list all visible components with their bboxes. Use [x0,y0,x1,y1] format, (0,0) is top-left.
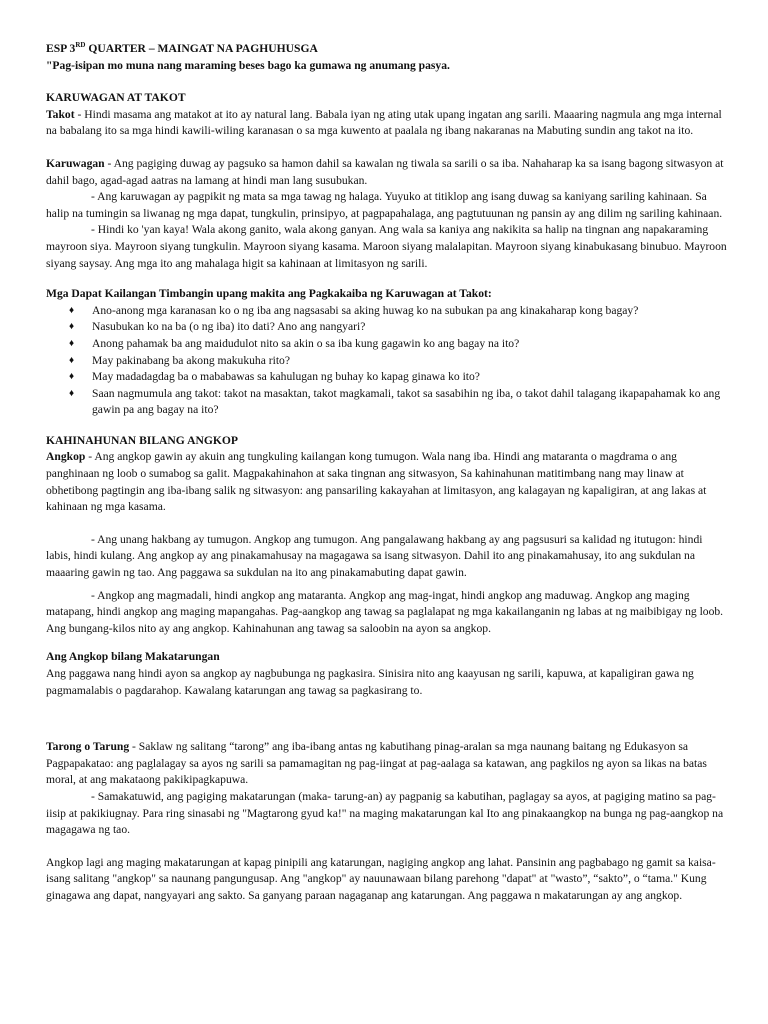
takot-text: - Hindi masama ang matakot at ito ay natural lang. Babala iyan ng ating utak upang ingatan ang sarili. Maaaring nagmula ang mga internal na babalang ito sa mga hindi kawili-wiling karanasan o sa mga kuwento at paalala ng ibang nakaranas na Mabuting sundin ang takot na ito. [46,107,722,138]
karuwagan-text: - Ang pagiging duwag ay pagsuko sa hamon dahil sa kawalan ng tiwala sa sarili o sa iba. Nahaharap ka sa isang bagong sitwasyon at dahil bago, agad-agad aatras na lamang at hindi man lang susubukan. [46,156,724,187]
tarong-paragraph-2: - Samakatuwid, ang pagiging makatarungan (maka- tarung-an) ay pagpanig sa kabutihan, paglagay sa ayos, at pagiging matino sa pag-iisip at pakikiugnay. Para ring sinasabi ng "Magtarong gyud ka!" na maging makatarungan kal Ito ang pinakaangkop na bunga ng pag-aangkop na magagawa ng tao. [46,789,724,837]
timbangin-list [46,303,730,419]
diamond-bullet-icon: ♦ [69,337,75,349]
document-body [46,41,730,905]
list-item: ♦ May pakinabang ba akong makukuha rito? [46,353,730,370]
title-prefix: ESP 3 [46,42,76,55]
karuwagan-definition [46,156,730,189]
section-heading-kahinahunan: KAHINAHUNAN BILANG ANGKOP [46,433,238,447]
list-item: ♦ Nasubukan ko na ba (o ng iba) ito dati? Ano ang nangyari? [46,319,730,336]
list-item: ♦ Saan nagmumula ang takot: takot na masaktan, takot magkamali, takot sa sasabihin ng iba, o takot dahil talagang ikapapahamak ko ang gawin pa ang bagay na ito? [69,386,721,417]
title-superscript: RD [75,41,86,49]
angkop-paragraph-2: - Ang unang hakbang ay tumugon. Angkop ang tumugon. Ang pangalawang hakbang ay ang pagsusuri sa kalidad ng itutugon: hindi labis, hindi kulang. Ang angkop ay ang pinakamahusay na magagawa sa isang sitwasyon. Dahil ito ang pinakamahusay, ito ang sukdulan na maaaring gawin ng tao. Ang paggawa sa sukdulan na ito ang pinakamabuting dapat gawin. [46,532,703,580]
angkop-term: Angkop [46,450,86,464]
karuwagan-paragraph-3: - Hindi ko 'yan kaya! Wala akong ganito, wala akong ganyan. Ang wala sa kaniya ang nakikita sa halip na tingnan ang napakaraming mayroon siya. Mayroon siyang tungkulin. Mayroon siyang kasama. Maroon siyang malalapitan. Mayroon siyang kinabukasang binubuo. Mayroon siyang saysay. Ang mga ito ang mahalaga higit sa kahinaan at limitasyon ng sarili. [46,223,727,270]
karuwagan-paragraph-2: - Ang karuwagan ay pagpikit ng mata sa mga tawag ng halaga. Yuyuko at titiklop ang isang duwag sa kaniyang sariling kahinaan. Sa halip na tumingin sa liwanag ng mga dapat, tungkulin, prinsipyo, at pagpapahalaga, ang pagtutuunan ng pansin ay ang dilim ng sariling kahinaan. [46,190,723,220]
tarong-paragraph-3: Angkop lagi ang maging makatarungan at kapag pinipili ang katarungan, nagiging angkop ang lahat. Pansinin ang pagbabago ng gamit sa kaisa-isang salitang "angkop" sa naunang pangungusap. Ang "angkop" ay nauunawaan bilang parehong "dapat" at "wasto”, “sakto”, o “tama." Kung ginagawa ang dapat, nangyayari ang sakto. Sa ganyang paraan nagaganap ang katarungan. Ang paggawa n makatarungan ay ang angkop. [46,855,716,902]
takot-definition [46,107,730,140]
diamond-bullet-icon: ♦ [69,371,75,383]
makatarungan-paragraph: Ang paggawa nang hindi ayon sa angkop ay nagbubunga ng pagkasira. Sinisira nito ang kaayusan ng sarili, kapuwa, at kapaligiran gawa ng pagmamalabis o pagdarahop. Kawalang katarungan ang tawag sa pagkasirang to. [46,667,694,697]
section-heading-karuwagan-takot: KARUWAGAN AT TAKOT [46,91,186,105]
angkop-paragraph-3: - Angkop ang magmadali, hindi angkop ang mataranta. Angkop ang mag-ingat, hindi angkop ang maduwag. Angkop ang maging matapang, hindi angkop ang maging mapangahas. Pag-aangkop ang tawag sa paglalapat ng mga kakailanganin ng labas at ng maibibigay ng loob. Ang bungang-kilos nito ay ang angkop. Kahinahunan ang tawag sa saloobin na ayon sa angkop. [46,588,724,635]
section-heading-makatarungan: Ang Angkop bilang Makatarungan [46,650,220,664]
angkop-text: - Ang angkop gawin ay akuin ang tungkuling kailangan kong tumugon. Wala nang iba. Hindi ang mataranta o magdrama o ang panghinaan ng loob o sumabog sa galit. Magpakahinahon at saka tingnan ang sitwasyon, Sa kahinahunan matitimbang nang may linaw at obhetibong pagtingin ang iba-ibang salik ng sitwasyon: ang pansariling kakayahan at limitasyon, ang kalagayan ng kapaligiran, at ang lakas at kahinaan ng mga kasama. [46,450,707,514]
diamond-bullet-icon: ♦ [69,304,75,316]
karuwagan-term: Karuwagan [46,156,105,170]
document-title [46,41,730,58]
diamond-bullet-icon: ♦ [69,354,75,366]
section-heading-timbangin: Mga Dapat Kailangan Timbangin upang makita ang Pagkakaiba ng Karuwagan at Takot: [46,287,492,301]
guiding-quote: "Pag-isipan mo muna nang maraming beses bago ka gumawa ng anumang pasya. [46,58,450,72]
list-item: ♦ Anong pahamak ba ang maidudulot nito sa akin o sa iba kung gagawin ko ang bagay na ito? [46,336,730,353]
diamond-bullet-icon: ♦ [69,387,75,399]
tarong-text: - Saklaw ng salitang “tarong” ang iba-ibang antas ng kabutihang pinag-aralan sa mga naunang baitang ng Edukasyon sa Pagpapakatao: ang paglalagay sa ayos ng sarili sa pamamagitan ng pag-iingat at pag-aalaga sa katawan, ang pagkilos ng ayon sa likas na batas moral, at ang makataong pakikipagkapuwa. [46,740,707,787]
angkop-definition [46,449,730,515]
diamond-bullet-icon: ♦ [69,321,75,333]
title-suffix: QUARTER – MAINGAT NA PAGHUHUSGA [85,42,318,55]
takot-term: Takot [46,107,75,121]
list-item: ♦ Ano-anong mga karanasan ko o ng iba ang nagsasabi sa aking huwag ko na subukan pa ang kinakaharap kong bagay? [46,303,730,320]
tarong-term: Tarong o Tarung [46,740,130,754]
tarong-definition [46,739,730,789]
list-item: ♦ May madadagdag ba o mababawas sa kahulugan ng buhay ko kapag ginawa ko ito? [46,369,730,386]
